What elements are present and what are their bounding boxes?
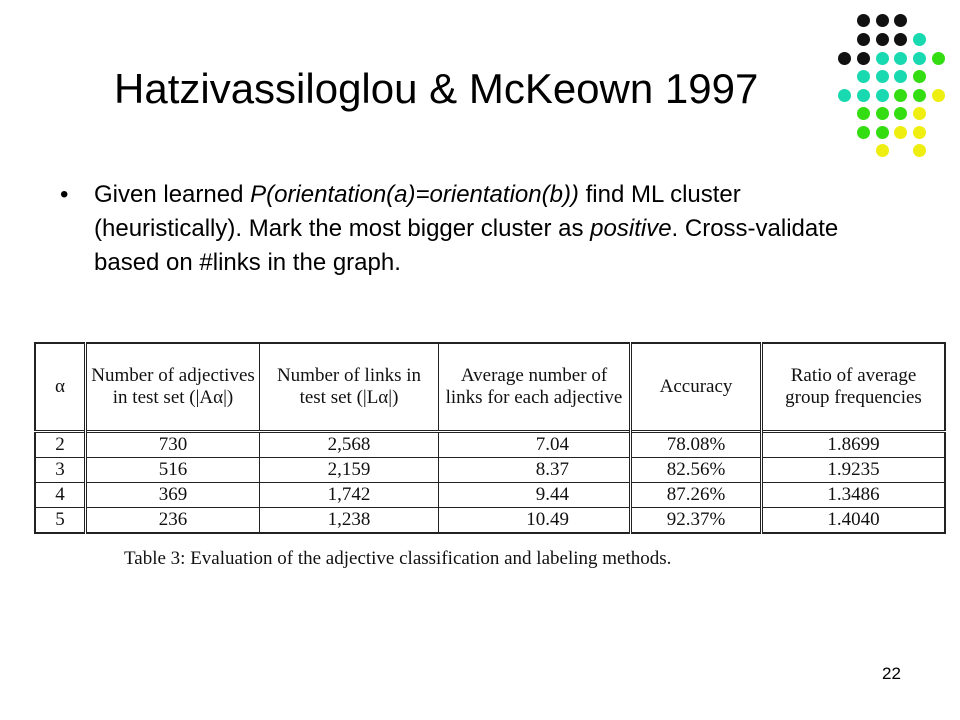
decorative-dot <box>894 89 907 102</box>
cell-accuracy: 87.26% <box>631 483 762 508</box>
cell-adjectives: 516 <box>86 458 260 483</box>
decorative-dot <box>838 52 851 65</box>
table-row <box>35 432 945 458</box>
decorative-dot <box>857 107 870 120</box>
cell-alpha: 2 <box>35 432 86 458</box>
cell-adjectives: 236 <box>86 508 260 534</box>
decorative-dot <box>876 144 889 157</box>
bullet-text-italic: positive <box>590 215 672 242</box>
header-alpha: α <box>35 343 86 432</box>
decorative-dot <box>857 89 870 102</box>
cell-ratio: 1.3486 <box>762 483 946 508</box>
cell-avg-links: 7.04 <box>439 432 631 458</box>
bullet-text <box>94 178 884 280</box>
header-adjectives: Number of adjectives in test set (|Aα|) <box>86 343 260 432</box>
table-row <box>35 508 945 534</box>
decorative-dot <box>894 52 907 65</box>
decorative-dot <box>876 126 889 139</box>
decorative-dot <box>913 52 926 65</box>
decorative-dot <box>857 126 870 139</box>
header-avg-links: Average number of links for each adjective <box>439 343 631 432</box>
decorative-dot <box>913 126 926 139</box>
table-row <box>35 458 945 483</box>
bullet-text-part: find ML cluster (heuristically). Mark the most bigger cluster as <box>94 181 741 242</box>
bullet-icon: • <box>60 181 69 208</box>
cell-ratio: 1.9235 <box>762 458 946 483</box>
table-header-row <box>35 343 945 432</box>
cell-links: 1,238 <box>260 508 439 534</box>
cell-accuracy: 78.08% <box>631 432 762 458</box>
decorative-dot <box>894 14 907 27</box>
cell-alpha: 3 <box>35 458 86 483</box>
decorative-dot <box>876 14 889 27</box>
decorative-dot <box>894 126 907 139</box>
decorative-dot <box>876 89 889 102</box>
decorative-dot <box>894 33 907 46</box>
decorative-dot <box>857 33 870 46</box>
page-number: 22 <box>882 664 901 683</box>
decorative-dot <box>932 52 945 65</box>
cell-alpha: 5 <box>35 508 86 534</box>
decorative-dot <box>876 52 889 65</box>
decorative-dot <box>913 107 926 120</box>
cell-avg-links: 10.49 <box>439 508 631 534</box>
header-accuracy: Accuracy <box>631 343 762 432</box>
cell-links: 2,159 <box>260 458 439 483</box>
bullet-text-italic: P(orientation(a)=orientation(b)) <box>250 181 579 208</box>
header-ratio: Ratio of average group frequencies <box>762 343 946 432</box>
cell-links: 2,568 <box>260 432 439 458</box>
cell-avg-links: 9.44 <box>439 483 631 508</box>
decorative-dot <box>913 33 926 46</box>
decorative-dot <box>913 89 926 102</box>
cell-avg-links: 8.37 <box>439 458 631 483</box>
decorative-dot <box>894 70 907 83</box>
decorative-dot <box>857 14 870 27</box>
decorative-dot <box>857 52 870 65</box>
decorative-dot <box>932 89 945 102</box>
decorative-dot <box>876 33 889 46</box>
cell-links: 1,742 <box>260 483 439 508</box>
cell-accuracy: 92.37% <box>631 508 762 534</box>
cell-adjectives: 730 <box>86 432 260 458</box>
table-row <box>35 483 945 508</box>
cell-adjectives: 369 <box>86 483 260 508</box>
cell-ratio: 1.4040 <box>762 508 946 534</box>
results-table-container <box>34 342 946 534</box>
cell-alpha: 4 <box>35 483 86 508</box>
decorative-dot <box>876 107 889 120</box>
decorative-dot <box>838 89 851 102</box>
bullet-text-part: . Cross-validate based on #links in the graph. <box>94 215 839 276</box>
bullet-text-part: Given learned <box>94 181 251 208</box>
decorative-dot <box>857 70 870 83</box>
decorative-dot <box>876 70 889 83</box>
slide-title: Hatzivassiloglou & McKeown 1997 <box>114 65 759 112</box>
decorative-dot <box>913 70 926 83</box>
header-links: Number of links in test set (|Lα|) <box>260 343 439 432</box>
decorative-dot <box>913 144 926 157</box>
cell-accuracy: 82.56% <box>631 458 762 483</box>
cell-ratio: 1.8699 <box>762 432 946 458</box>
table-caption: Table 3: Evaluation of the adjective classification and labeling methods. <box>124 548 672 569</box>
decorative-dot <box>894 107 907 120</box>
results-table <box>34 342 946 534</box>
